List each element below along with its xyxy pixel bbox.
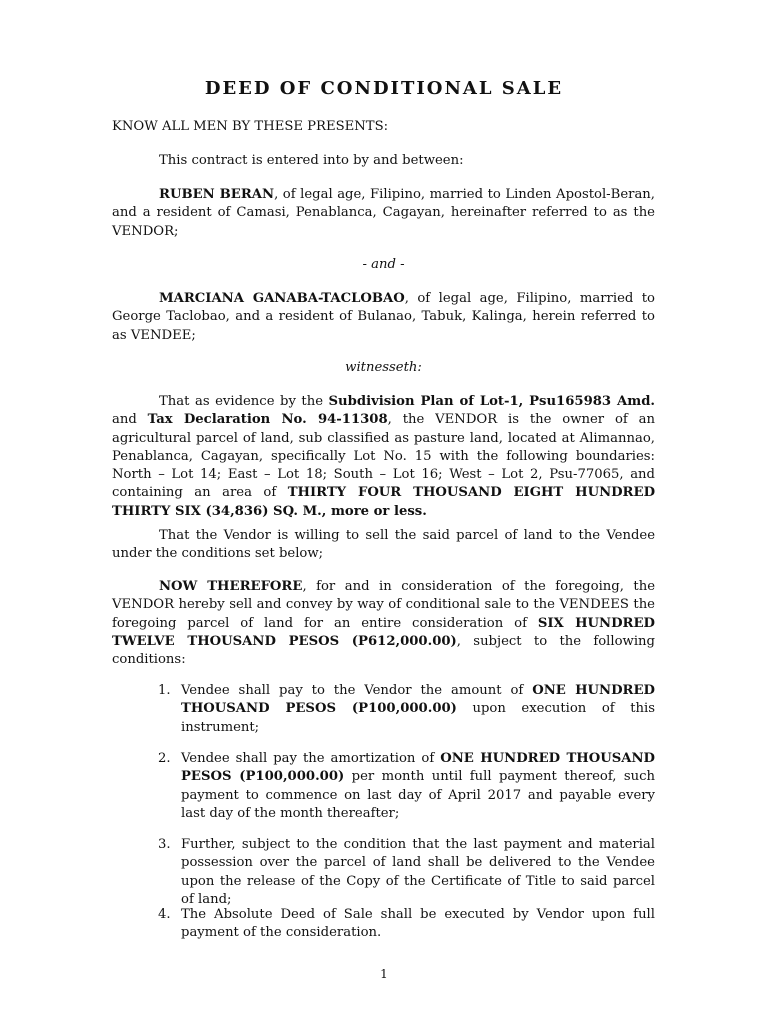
document-title: DEED OF CONDITIONAL SALE xyxy=(204,78,564,99)
vendee-name: MARCIANA GANABA-TACLOBAO xyxy=(159,291,405,306)
condition-item xyxy=(158,906,655,943)
evidence-text-3: , the VENDOR is the owner of an agricultural parcel of land, sub classified as pasture land, located at Alimannao, Penablanca, Cagayan, specifically Lot No. 15 with the following boundaries: North – Lot 14; East – Lot 18; South – Lot 16; West – Lot 2, Psu-77065, and containing an area of xyxy=(112,412,655,501)
condition-text-part: upon execution of this instrument; xyxy=(181,701,655,735)
and-separator: - and - xyxy=(362,257,405,272)
vendor-description: , of legal age, Filipino, married to Linden Apostol-Beran, and a resident of Camasi, Penablanca, Cagayan, hereinafter referred to as the VENDOR; xyxy=(112,187,655,239)
vendee-description: , of legal age, Filipino, married to George Taclobao, and a resident of Bulanao, Tabuk, Kalinga, herein referred to as VENDEE; xyxy=(112,291,655,343)
willing-paragraph: That the Vendor is willing to sell the said parcel of land to the Vendee under the conditions set below; xyxy=(112,528,655,562)
vendee-paragraph xyxy=(112,290,655,345)
condition-item xyxy=(158,682,655,737)
condition-text-part: Vendee shall pay the amortization of xyxy=(181,751,441,766)
vendor-name: RUBEN BERAN xyxy=(159,187,275,202)
land-area: THIRTY FOUR THOUSAND EIGHT HUNDRED THIRTY SIX (34,836) SQ. M., more or less. xyxy=(112,485,656,519)
evidence-paragraph xyxy=(112,393,655,521)
now-therefore-text-2: , subject to the following conditions: xyxy=(112,633,655,668)
condition-text-part: per month until full payment thereof, such payment to commence on last day of April 2017 and payable every last day of the month thereafter; xyxy=(181,769,655,821)
condition-number: 2. xyxy=(158,751,171,766)
condition-text xyxy=(181,682,655,737)
condition-text xyxy=(181,750,655,823)
evidence-text-1: That as evidence by the xyxy=(159,394,329,409)
now-therefore-label: NOW THEREFORE xyxy=(159,579,303,594)
condition-amount: ONE HUNDRED THOUSAND PESOS (P100,000.00) xyxy=(181,751,655,785)
condition-text-part: The Absolute Deed of Sale shall be executed by Vendor upon full payment of the consideration. xyxy=(181,907,655,941)
condition-text-part: Vendee shall pay to the Vendor the amount of xyxy=(181,683,533,698)
evidence-text-2: and xyxy=(112,412,148,428)
tax-declaration: Tax Declaration No. 94-11308 xyxy=(147,412,388,428)
contract-paragraph: This contract is entered into by and between: xyxy=(159,153,464,168)
intro-line: KNOW ALL MEN BY THESE PRESENTS: xyxy=(112,119,389,134)
condition-number: 4. xyxy=(158,907,171,922)
subdivision-plan: Subdivision Plan of Lot-1, Psu165983 Amd. xyxy=(328,394,656,409)
condition-text-part: Further, subject to the condition that the last payment and material possession over the parcel of land shall be delivered to the Vendee upon the release of the Copy of the Certificate of Title to said parcel of land; xyxy=(181,837,655,907)
vendor-paragraph xyxy=(112,186,655,241)
condition-number: 3. xyxy=(158,837,171,852)
condition-item xyxy=(158,750,655,823)
condition-amount: ONE HUNDRED THOUSAND PESOS (P100,000.00) xyxy=(181,683,655,717)
consideration-amount: SIX HUNDRED TWELVE THOUSAND PESOS (P612,000.00) xyxy=(112,615,655,649)
now-therefore-text-1: , for and in consideration of the foregoing, the VENDOR hereby sell and convey by way of conditional sale to the VENDEES the foregoing parcel of land for an entire consideration of xyxy=(112,579,655,631)
condition-text xyxy=(181,836,655,909)
condition-item xyxy=(158,836,655,909)
witnesseth-heading: witnesseth: xyxy=(345,360,422,375)
condition-number: 1. xyxy=(158,683,171,698)
now-therefore-paragraph xyxy=(112,578,655,669)
condition-text xyxy=(181,906,655,943)
page-number: 1 xyxy=(380,967,388,981)
